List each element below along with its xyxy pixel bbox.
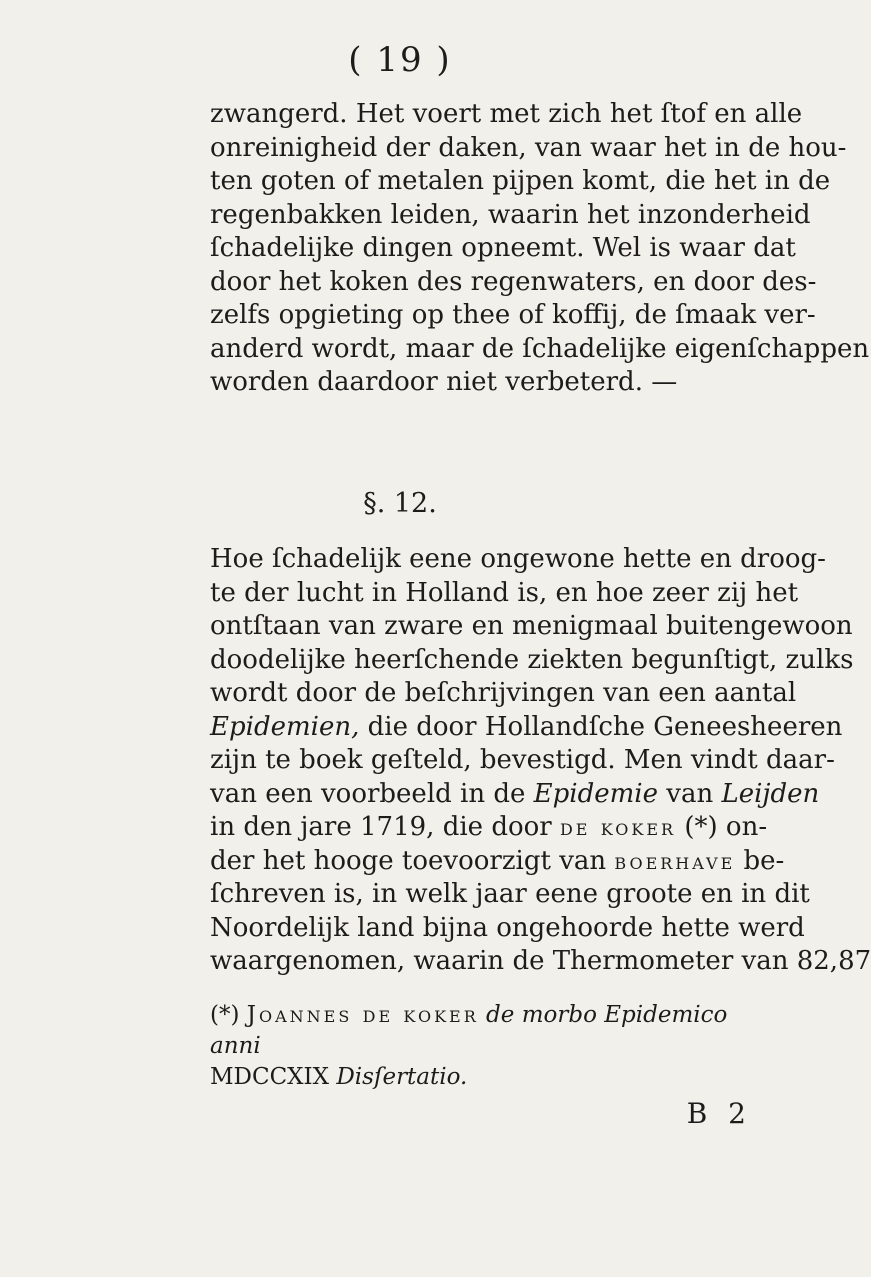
text-line: ſchadelijke dingen opneemt. Wel is waar dat (210, 233, 796, 263)
author-name: boerhave (614, 848, 736, 875)
text-line: zijn te boek geſteld, bevestigd. Men vindt daar- (210, 745, 835, 775)
footnote (210, 1000, 765, 1093)
text-line: Hoe ſchadelijk eene ongewone hette en droog- (210, 544, 826, 574)
text-line: zelfs opgieting op thee of koffij, de ſmaak ver- (210, 300, 816, 330)
signature-mark: B 2 (686, 1097, 752, 1130)
text-line: anderd wordt, maar de ſchadelijke eigenſchappen (210, 333, 870, 364)
footnote-marker: (*) (210, 1002, 247, 1028)
text-line (210, 811, 768, 845)
text-span: der het hooge toevoorzigt van (210, 845, 615, 876)
text-line (210, 845, 785, 879)
text-line: regenbakken leiden, waarin het inzonderheid (210, 199, 811, 230)
section-heading: §. 12. (363, 488, 437, 519)
text-line: Noordelijk land bijna ongehoorde hette werd (210, 912, 805, 943)
text-span: in den jare 1719, die door (210, 812, 560, 842)
text-span: die door Hollandſche Geneesheeren (359, 711, 843, 742)
footnote-reference: (*) on- (676, 812, 768, 842)
text-line: zwangerd. Het voert met zich het ſtof en alle (210, 99, 803, 129)
text-span: van een voorbeeld in de (210, 778, 534, 809)
text-line: waargenomen, waarin de Thermometer van 82,87 (210, 946, 871, 976)
text-line (210, 711, 843, 745)
text-line: door het koken des regenwaters, en door des- (210, 266, 817, 297)
text-line: ten goten of metalen pijpen komt, die het in de (210, 166, 831, 196)
text-line: ontſtaan van zware en menigmaal buitengewoon (210, 611, 853, 641)
text-line (210, 778, 820, 812)
italic-term: Leijden (721, 778, 820, 809)
text-line: worden daardoor niet verbeterd. — (210, 367, 678, 397)
paragraph-1 (210, 98, 870, 400)
footnote-line (210, 1000, 765, 1062)
text-span: van (658, 778, 722, 809)
text-line: doodelijke heerſchende ziekten begunſtigt, zulks (210, 644, 854, 675)
text-line: te der lucht in Holland is, en hoe zeer zij het (210, 577, 799, 608)
footnote-line (210, 1062, 765, 1093)
footnote-year: MDCCXIX (210, 1064, 337, 1090)
text-span: be- (735, 845, 785, 876)
footnote-title: de morbo Epidemico anni (210, 1002, 728, 1059)
footnote-title: Disſertatio. (336, 1064, 468, 1090)
italic-term: Epidemie (533, 778, 658, 809)
page-number: ( 19 ) (348, 40, 452, 80)
text-line: onreinigheid der daken, van waar het in de hou- (210, 132, 847, 163)
text-line: wordt door de beſchrijvingen van een aantal (210, 678, 797, 708)
footnote-author: Joannes de koker (246, 1002, 479, 1028)
author-name: de koker (559, 815, 677, 841)
paragraph-2 (210, 543, 871, 979)
text-line: ſchreven is, in welk jaar eene groote en in dit (210, 879, 810, 909)
italic-term: Epidemien, (210, 711, 360, 742)
